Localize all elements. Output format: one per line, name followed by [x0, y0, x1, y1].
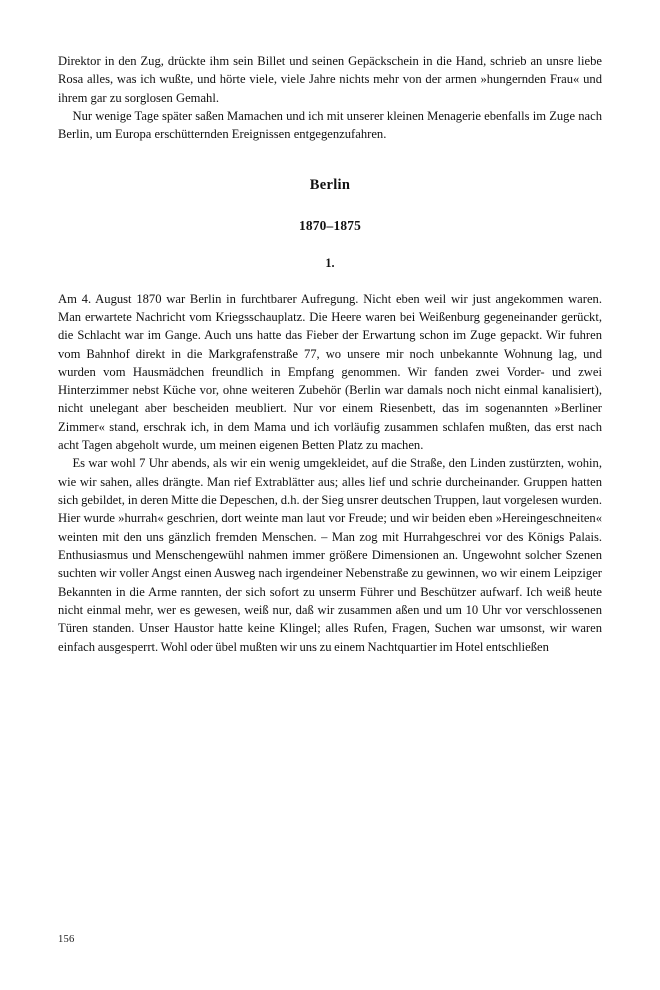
paragraph-evening: Es war wohl 7 Uhr abends, als wir ein wenig umgekleidet, auf die Straße, den Linden zustürzten, wohin, wie wir sahen, alles drängte. Man rief Extrablätter aus; alles lief und schrie durcheinander. Gruppen hatten sich gebildet, in deren Mitte die Depeschen, d.h. der Sieg unsrer deutschen Truppen, laut vorgelesen wurden. Hier wurde »hurrah« geschrien, dort weinte man laut vor Freude; und wir beiden eben »Hereingeschneiten« weinten mit den uns gänzlich fremden Menschen. – Man zog mit Hurrahgeschrei vor des Königs Palais. Enthusiasmus und Menschengewühl nahmen immer größere Dimensionen an. Ungewohnt solcher Szenen suchten wir voller Angst einen Ausweg nach irgendeiner Nebenstraße zu gewinnen, wo wir einem Leipziger Bekannten in die Arme rannten, der sich sofort zu unserm Führer und Beschützer aufwarf. Ich weiß heute nicht einmal mehr, wer es gewesen, weiß nur, daß wir zusammen aßen und um 10 Uhr vor verschlossenen Türen standen. Unser Haustor hatte keine Klingel; alles Rufen, Fragen, Suchen war umsonst, wir waren einfach ausgesperrt. Wohl oder übel mußten wir uns zu einem Nachtquartier im Hotel entschließen — [58, 456, 602, 654]
paragraph-opening: Direktor in den Zug, drückte ihm sein Billet und seinen Gepäckschein in die Hand, schrieb an unsre liebe Rosa alles, was ich wußte, und hörte viele, viele Jahre nichts mehr von der armen »hungernden Frau« und ihrem gar zu sorglosen Gemahl. — [58, 54, 602, 105]
chapter-date-range: 1870–1875 — [298, 217, 362, 233]
paragraph-departure: Nur wenige Tage später saßen Mamachen und ich mit unserer kleinen Menagerie ebenfalls im Zuge nach Berlin, um Europa erschütternden Ereignissen entgegenzufahren. — [58, 108, 602, 142]
chapter-title: Berlin — [309, 176, 351, 193]
paragraph-arrival: Am 4. August 1870 war Berlin in furchtbarer Aufregung. Nicht eben weil wir just angekommen waren. Man erwartete Nachricht vom Kriegsschauplatz. Die Heere waren bei Weißenburg gegeneinander gerückt, die Schlacht war im Gange. Auch uns hatte das Fieber der Erwartung schon im Zuge gepackt. Wir fuhren vom Bahnhof direkt in die Markgrafenstraße 77, wo unsere mir noch unbekannte Wohnung lag, und wurden vom Hausmädchen freundlich in Empfang genommen. Wir fanden zwei Vorder- und zwei Hinterzimmer nebst Küche vor, ohne weiteren Zubehör (Berlin war damals noch nicht einmal kanalisiert), nicht unelegant aber bescheiden meubliert. Nur vor einem Riesenbett, das im sogenannten »Berliner Zimmer« stand, erschrak ich, in dem Mama und ich vorläufig zusammen schlafen mußten, das erst nach acht Tagen abgeholt wurde, um meinen eigenen Betten Platz zu machen. — [58, 291, 602, 453]
body-text-main — [58, 290, 602, 656]
section-number: 1. — [325, 255, 335, 270]
body-text-top — [58, 52, 602, 144]
page-number: 156 — [58, 934, 75, 945]
